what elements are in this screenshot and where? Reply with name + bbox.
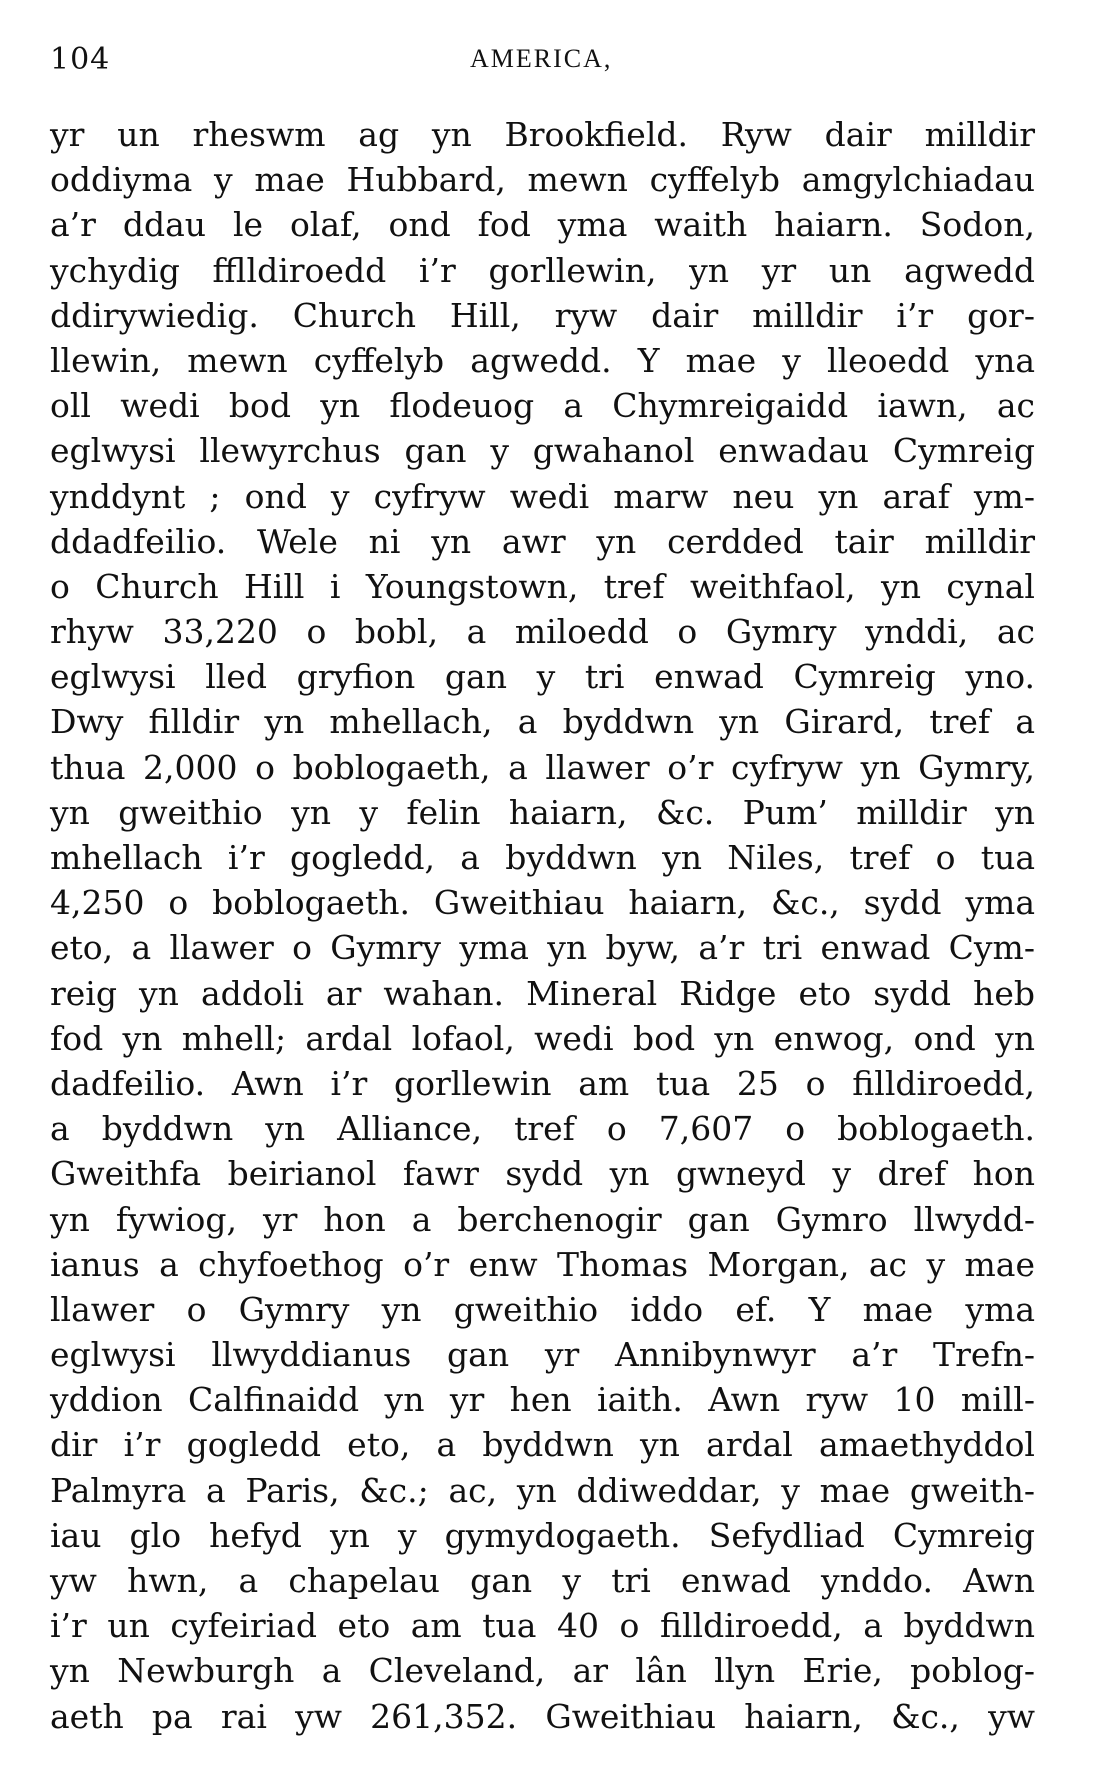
text-line: eglwysi llwyddianus gan yr Annibynwyr a’r Trefn- [50, 1335, 1035, 1375]
text-line: eglwysi lled gryfion gan y tri enwad Cymreig yno. [50, 657, 1035, 697]
text-line: thua 2,000 o boblogaeth, a llawer o’r cyfryw yn Gymry, [50, 747, 1035, 787]
text-line: dir i’r gogledd eto, a byddwn yn ardal amaethyddol [50, 1425, 1035, 1465]
text-line: rhyw 33,220 o bobl, a miloedd o Gymry ynddi, ac [50, 612, 1035, 652]
text-line: ychydig fflldiroedd i’r gorllewin, yn yr un agwedd [50, 250, 1035, 290]
body-text [50, 112, 1035, 1739]
text-line: yw hwn, a chapelau gan y tri enwad ynddo. Awn [50, 1561, 1035, 1600]
text-line: mhellach i’r gogledd, a byddwn yn Niles, tref o tua [50, 838, 1035, 877]
text-line: llawer o Gymry yn gweithio iddo ef. Y mae yma [50, 1289, 1035, 1329]
text-line: yn Newburgh a Cleveland, ar lân llyn Erie, poblog- [50, 1651, 1035, 1691]
text-line: Gweithfa beirianol fawr sydd yn gwneyd y dref hon [50, 1154, 1035, 1194]
text-line: aeth pa rai yw 261,352. Gweithiau haiarn, &c., yw [50, 1696, 1035, 1736]
text-line: dadfeilio. Awn i’r gorllewin am tua 25 o filldiroedd, [50, 1063, 1035, 1103]
text-line: ynddynt ; ond y cyfryw wedi marw neu yn araf ym- [50, 476, 1035, 516]
text-line: yn gweithio yn y felin haiarn, &c. Pum’ milldir yn [50, 792, 1035, 832]
text-line: 4,250 o boblogaeth. Gweithiau haiarn, &c., sydd yma [50, 883, 1035, 923]
text-line: yddion Calfinaidd yn yr hen iaith. Awn ryw 10 mill- [50, 1380, 1035, 1420]
text-line: iau glo hefyd yn y gymydogaeth. Sefydliad Cymreig [50, 1515, 1035, 1555]
text-line: oddiyma y mae Hubbard, mewn cyffelyb amgylchiadau [50, 160, 1035, 200]
running-head [50, 42, 1035, 82]
text-line: yn fywiog, yr hon a berchenogir gan Gymro llwydd- [50, 1199, 1035, 1239]
text-line: Palmyra a Paris, &c.; ac, yn ddiweddar, y mae gweith- [50, 1470, 1035, 1510]
text-line: i’r un cyfeiriad eto am tua 40 o filldiroedd, a byddwn [50, 1606, 1035, 1646]
text-line: ddirywiedig. Church Hill, ryw dair milldir i’r gor- [50, 295, 1035, 335]
text-line: reig yn addoli ar wahan. Mineral Ridge eto sydd heb [50, 973, 1035, 1013]
text-line: ianus a chyfoethog o’r enw Thomas Morgan, ac y mae [50, 1244, 1035, 1284]
text-line: eglwysi llewyrchus gan y gwahanol enwadau Cymreig [50, 431, 1035, 471]
text-line: fod yn mhell; ardal lofaol, wedi bod yn enwog, ond yn [50, 1018, 1035, 1058]
text-line: oll wedi bod yn flodeuog a Chymreigaidd iawn, ac [50, 386, 1035, 426]
text-line: Dwy filldir yn mhellach, a byddwn yn Girard, tref a [50, 702, 1035, 742]
text-line: eto, a llawer o Gymry yma yn byw, a’r tri enwad Cym- [50, 928, 1035, 968]
text-line: a’r ddau le olaf, ond fod yma waith haiarn. Sodon, [50, 205, 1035, 245]
text-line: a byddwn yn Alliance, tref o 7,607 o boblogaeth. [50, 1109, 1035, 1149]
running-title: AMERICA, [470, 44, 613, 73]
text-line: yr un rheswm ag yn Brookfield. Ryw dair milldir [50, 115, 1035, 154]
text-line: o Church Hill i Youngstown, tref weithfaol, yn cynal [50, 566, 1035, 606]
text-line: llewin, mewn cyffelyb agwedd. Y mae y lleoedd yna [50, 340, 1035, 380]
page-number: 104 [50, 42, 111, 77]
text-line: ddadfeilio. Wele ni yn awr yn cerdded tair milldir [50, 521, 1035, 561]
